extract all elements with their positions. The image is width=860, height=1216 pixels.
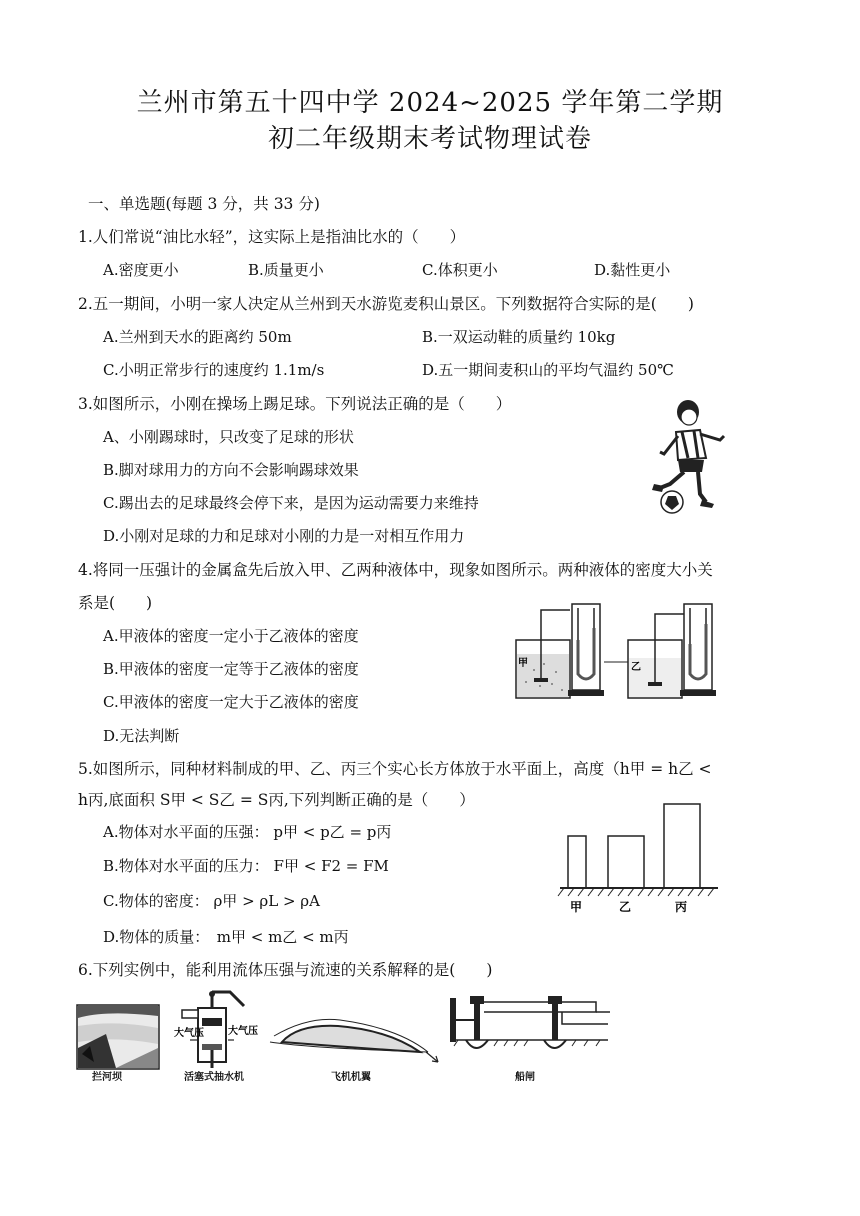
q1-option-d: D.黏性更小 xyxy=(594,261,671,279)
q3-option-b: B.脚对球用力的方向不会影响踢球效果 xyxy=(103,461,359,479)
boy-kicking-ball-figure xyxy=(648,398,730,516)
question-4-stem-line1: 4.将同一压强计的金属盒先后放入甲、乙两种液体中，现象如图所示。两种液体的密度大小关 xyxy=(78,561,713,579)
atm-pressure-label-right: 大气压 xyxy=(228,1026,258,1037)
dam-caption: 拦河坝 xyxy=(92,1072,122,1083)
ship-lock-figure xyxy=(448,990,614,1070)
question-6-stem: 6.下列实例中，能利用流体压强与流速的关系解释的是( ) xyxy=(78,961,493,979)
liquid-jia-label: 甲 xyxy=(518,658,528,669)
block-jia xyxy=(568,836,586,888)
exam-title-line2: 初二年级期末考试物理试卷 xyxy=(267,124,592,154)
question-2-stem: 2.五一期间，小明一家人决定从兰州到天水游览麦积山景区。下列数据符合实际的是( ) xyxy=(78,295,694,313)
q5-option-b: B.物体对水平面的压力： F甲 < F2 = FM xyxy=(103,857,389,875)
ship-lock-caption: 船闸 xyxy=(515,1072,535,1083)
q3-option-d: D.小刚对足球的力和足球对小刚的力是一对相互作用力 xyxy=(103,527,465,545)
airplane-wing-figure xyxy=(268,1012,448,1070)
pressure-gauge-figure xyxy=(512,600,734,704)
liquid-yi-label: 乙 xyxy=(631,662,641,673)
q1-option-c: C.体积更小 xyxy=(422,261,498,279)
block-yi-label: 乙 xyxy=(619,900,632,914)
question-5-stem-line2: h丙,底面积 S甲 < S乙 = S丙,下列判断正确的是（ ） xyxy=(78,791,475,809)
three-blocks-figure xyxy=(556,798,726,918)
q4-option-a: A.甲液体的密度一定小于乙液体的密度 xyxy=(103,627,359,645)
q4-option-d: D.无法判断 xyxy=(103,727,180,745)
question-1-stem: 1.人们常说“油比水轻”，这实际上是指油比水的（ ） xyxy=(78,228,466,246)
dam-photo-figure xyxy=(76,1004,160,1070)
q2-option-b: B.一双运动鞋的质量约 10kg xyxy=(422,328,616,346)
question-5-stem-line1: 5.如图所示，同种材料制成的甲、乙、丙三个实心长方体放于水平面上，高度（h甲 = h乙 < xyxy=(78,760,712,778)
block-bing xyxy=(664,804,700,888)
piston-pump-caption: 活塞式抽水机 xyxy=(184,1072,244,1083)
q2-option-a: A.兰州到天水的距离约 50m xyxy=(103,328,292,346)
atm-pressure-label-left: 大气压 xyxy=(174,1028,204,1039)
q5-option-d: D.物体的质量： m甲 < m乙 < m丙 xyxy=(103,928,349,946)
exam-title-line1: 兰州市第五十四中学 2024~2025 学年第二学期 xyxy=(136,88,724,118)
q1-option-a: A.密度更小 xyxy=(103,261,179,279)
q2-option-d: D.五一期间麦积山的平均气温约 50℃ xyxy=(422,361,674,379)
piston-pump-figure xyxy=(172,988,268,1070)
q1-option-b: B.质量更小 xyxy=(248,261,324,279)
q3-option-a: A、小刚踢球时，只改变了足球的形状 xyxy=(103,428,354,446)
question-4-stem-line2: 系是( ) xyxy=(78,594,153,612)
q3-option-c: C.踢出去的足球最终会停下来，是因为运动需要力来维持 xyxy=(103,494,479,512)
airplane-wing-caption: 飞机机翼 xyxy=(331,1072,371,1083)
q2-option-c: C.小明正常步行的速度约 1.1m/s xyxy=(103,361,325,379)
q4-option-b: B.甲液体的密度一定等于乙液体的密度 xyxy=(103,660,359,678)
question-3-stem: 3.如图所示，小刚在操场上踢足球。下列说法正确的是（ ） xyxy=(78,395,512,413)
block-bing-label: 丙 xyxy=(675,900,688,914)
q5-option-a: A.物体对水平面的压强： p甲 < p乙 = p丙 xyxy=(103,823,392,841)
block-yi xyxy=(608,836,644,888)
block-jia-label: 甲 xyxy=(570,900,583,914)
q4-option-c: C.甲液体的密度一定大于乙液体的密度 xyxy=(103,693,359,711)
section-heading: 一、单选题(每题 3 分，共 33 分) xyxy=(88,195,320,213)
q5-option-c: C.物体的密度： ρ甲 > ρL > ρA xyxy=(103,892,320,910)
